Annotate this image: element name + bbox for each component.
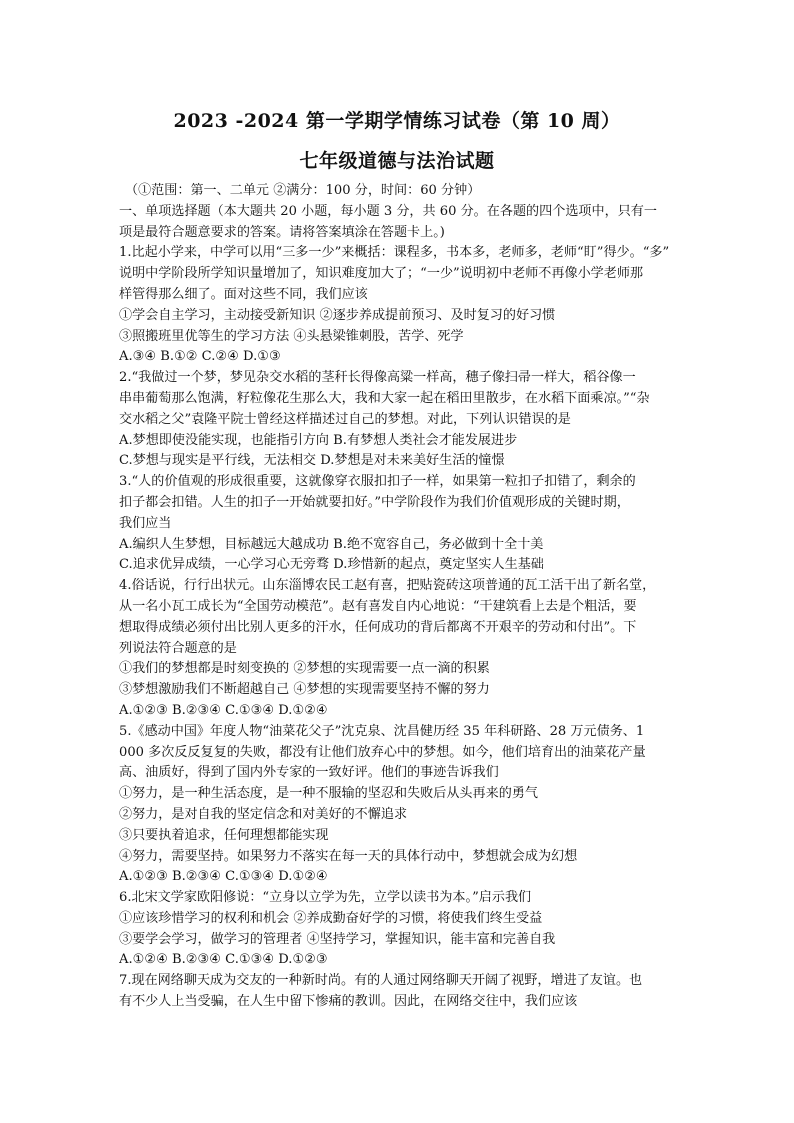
text-line: ③照搬班里优等生的学习方法 ④头悬梁锥刺股，苦学、死学: [119, 328, 464, 344]
text-line: A.③④ B.①② C.②④ D.①③: [119, 349, 281, 365]
text-line: 3.“人的价值观的形成很重要，这就像穿衣服扣扣子一样，如果第一粒扣子扣错了，剩余的: [119, 474, 636, 490]
question-lines: [119, 202, 679, 1013]
text-line: 列说法符合题意的是: [119, 640, 237, 656]
text-line: 高、油质好，得到了国内外专家的一致好评。他们的事迹告诉我们: [119, 765, 499, 781]
text-line: 6.北宋文学家欧阳修说：“立身以立学为先，立学以读书为本。”启示我们: [119, 890, 532, 906]
exam-subtitle: 七年级道德与法治试题: [299, 150, 495, 172]
text-line: 项是最符合题意要求的答案。请将答案填涂在答题卡上。): [119, 224, 445, 240]
text-line: A.梦想即使没能实现，也能指引方向 B.有梦想人类社会才能发展进步: [119, 432, 518, 448]
exam-meta: （①范围：第一、二单元 ②满分：100 分，时间：60 分钟）: [125, 183, 481, 198]
text-line: 想取得成绩必须付出比别人更多的汗水，任何成功的背后都离不开艰辛的劳动和付出”。下: [119, 619, 637, 635]
text-line: ③要学会学习，做学习的管理者 ④坚持学习，掌握知识，能丰富和完善自我: [119, 931, 556, 947]
text-line: 000 多次反反复复的失败，都没有让他们放弃心中的梦想。如今，他们培育出的油菜花产量: [119, 744, 646, 760]
text-line: C.梦想与现实是平行线，无法相交 D.梦想是对未来美好生活的憧憬: [119, 453, 505, 469]
text-line: 5.《感动中国》年度人物“油菜花父子”沈克泉、沈昌健历经 35 年科研路、28 万元债务、1: [119, 723, 645, 739]
text-line: ①我们的梦想都是时刻变换的 ②梦想的实现需要一点一滴的积累: [119, 661, 490, 677]
text-line: ④努力，需要坚持。如果努力不落实在每一天的具体行动中，梦想就会成为幻想: [119, 848, 578, 864]
text-line: ③梦想激励我们不断超越自己 ④梦想的实现需要坚持不懈的努力: [119, 682, 490, 698]
exam-title: 2023 -2024 第一学期学情练习试卷（第 10 周）: [173, 110, 621, 132]
text-line: ③只要执着追求，任何理想都能实现: [119, 827, 329, 843]
text-line: A.①②③ B.②③④ C.①③④ D.①②④: [119, 702, 328, 718]
text-line: ①学会自主学习，主动接受新知识 ②逐步养成提前预习、及时复习的好习惯: [119, 307, 556, 323]
text-line: 4.俗话说，行行出状元。山东淄博农民工赵有喜，把贴瓷砖这项普通的瓦工活干出了新名堂，: [119, 578, 656, 594]
text-line: 交水稻之父”袁隆平院士曾经这样描述过自己的梦想。对此，下列认识错误的是: [119, 411, 571, 427]
text-line: 1.比起小学来，中学可以用“三多一少”来概括：课程多，书本多，老师多，老师“盯”得少。“多”: [119, 245, 670, 261]
text-line: 我们应当: [119, 515, 172, 531]
text-line: A.①②③ B.②③④ C.①③④ D.①②④: [119, 869, 328, 885]
text-line: ①努力，是一种生活态度，是一种不服输的坚忍和失败后从头再来的勇气: [119, 786, 538, 802]
text-line: 7.现在网络聊天成为交友的一种新时尚。有的人通过网络聊天开阔了视野，增进了友谊。也: [119, 973, 643, 989]
text-line: 说明中学阶段所学知识量增加了，知识难度加大了；“一少”说明初中老师不再像小学老师那: [119, 266, 644, 282]
text-line: 串串葡萄那么饱满，籽粒像花生那么大，我和大家一起在稻田里散步，在水稻下面乘凉。”“杂: [119, 390, 650, 406]
text-line: 样管得那么细了。面对这些不同，我们应该: [119, 286, 368, 302]
text-line: A.编织人生梦想，目标越远大越成功 B.绝不宽容自己，务必做到十全十美: [119, 536, 544, 552]
text-line: 扣子都会扣错。人生的扣子一开始就要扣好。”中学阶段作为我们价值观形成的关键时期，: [119, 494, 630, 510]
text-line: ①应该珍惜学习的权利和机会 ②养成勤奋好学的习惯，将使我们终生受益: [119, 910, 543, 926]
text-line: 从一名小瓦工成长为“全国劳动模范”。赵有喜发自内心地说：“干建筑看上去是个粗活，要: [119, 598, 637, 614]
text-line: C.追求优异成绩，一心学习心无旁骛 D.珍惜新的起点，奠定坚实人生基础: [119, 557, 544, 573]
text-line: A.①②④ B.②③④ C.①③④ D.①②③: [119, 952, 328, 968]
text-line: 2.“我做过一个梦，梦见杂交水稻的茎秆长得像高粱一样高，穗子像扫帚一样大，稻谷像一: [119, 370, 636, 386]
exam-body: [119, 181, 679, 1013]
text-line: 一、单项选择题（本大题共 20 小题，每小题 3 分，共 60 分。在各题的四个选项中，只有一: [119, 203, 657, 219]
text-line: ②努力，是对自我的坚定信念和对美好的不懈追求: [119, 806, 408, 822]
text-line: 有不少人上当受骗，在人生中留下惨痛的教训。因此，在网络交往中，我们应该: [119, 994, 578, 1010]
